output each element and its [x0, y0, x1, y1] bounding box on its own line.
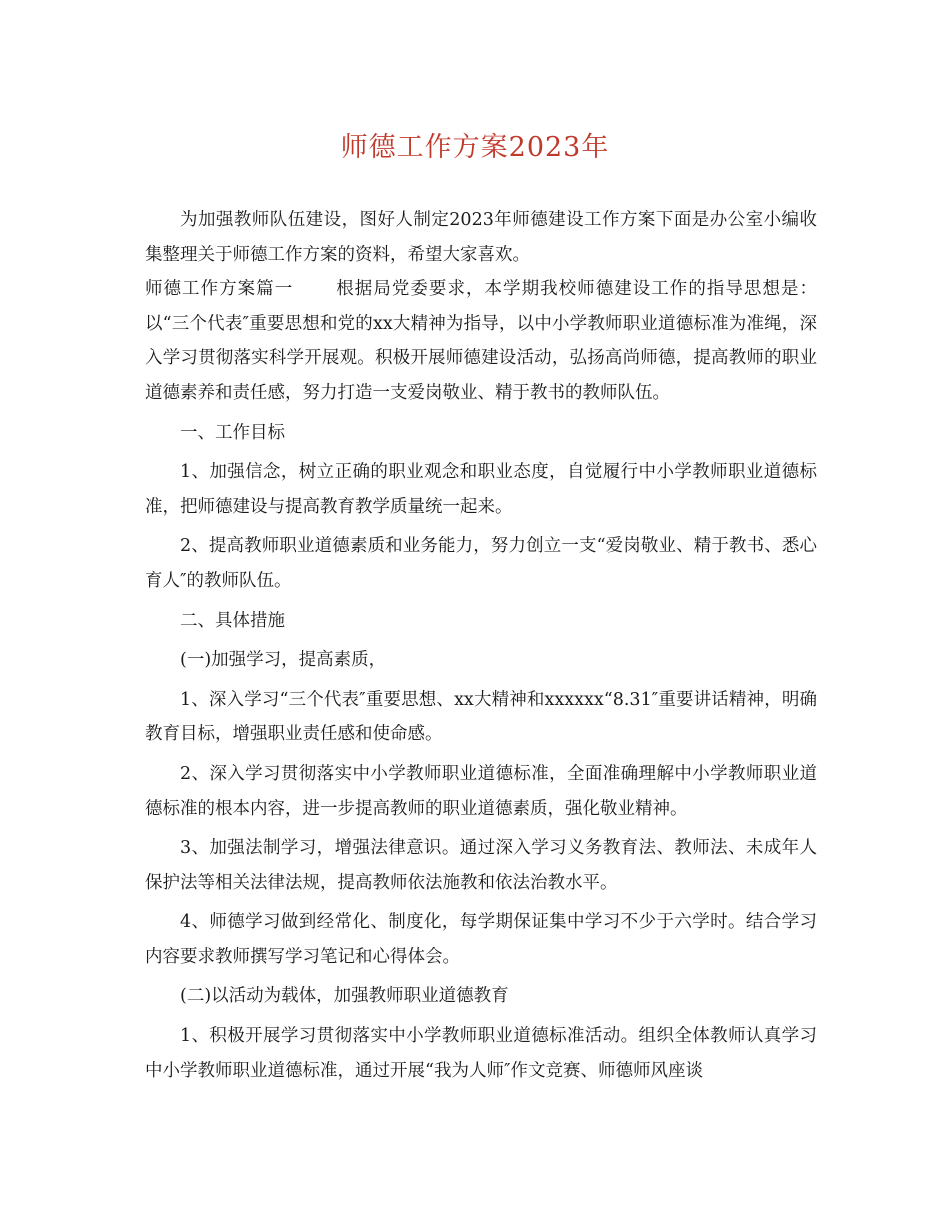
- paragraph-goal-2: 2、提高教师职业道德素质和业务能力，努力创立一支“爱岗敬业、精于教书、悉心育人″的教师队伍。: [145, 536, 817, 591]
- subheading-activities: (二)以活动为载体，加强教师职业道德教育: [180, 986, 509, 1007]
- paragraph-measure-1: 1、深入学习“三个代表″重要思想、xx大精神和xxxxxx“8.31″重要讲话精神，明确教育目标，增强职业责任感和使命感。: [145, 689, 817, 745]
- heading-measures: 二、具体措施: [180, 610, 285, 631]
- section-lead-text: 根据局党委要求，本学期我校师德建设工作的指导思想是：以“三个代表″重要思想和党的xx大精神为指导，以中小学教师职业道德标准为准绳，深入学习贯彻落实科学开展观。积极开展师德建设活动，弘扬高尚师德，提高教师的职业道德素养和责任感，努力打造一支爱岗敬业、精于教书的教师队伍。: [145, 279, 818, 403]
- document-body: [145, 203, 817, 1088]
- paragraph-measure-2: 2、深入学习贯彻落实中小学教师职业道德标准，全面准确理解中小学教师职业道德标准的根本内容，进一步提高教师的职业道德素质，强化敬业精神。: [145, 763, 817, 819]
- section-label: 师德工作方案篇一: [145, 279, 294, 300]
- paragraph-measure-4: 4、师德学习做到经常化、制度化，每学期保证集中学习不少于六学时。结合学习内容要求教师撰写学习笔记和心得体会。: [145, 912, 817, 967]
- document-title: 师德工作方案2023年: [340, 132, 610, 163]
- paragraph-section-lead: [145, 272, 817, 410]
- paragraph-activity-1: 1、积极开展学习贯彻落实中小学教师职业道德标准活动。组织全体教师认真学习中小学教师职业道德标准，通过开展“我为人师″作文竞赛、师德师风座谈: [145, 1026, 817, 1081]
- heading-goals: 一、工作目标: [180, 422, 285, 443]
- paragraph-measure-3: 3、加强法制学习，增强法律意识。通过深入学习义务教育法、教师法、未成年人保护法等相关法律法规，提高教师依法施教和依法治教水平。: [145, 838, 817, 893]
- paragraph-intro: 为加强教师队伍建设，图好人制定2023年师德建设工作方案下面是办公室小编收集整理关于师德工作方案的资料，希望大家喜欢。: [145, 210, 817, 265]
- paragraph-goal-1: 1、加强信念，树立正确的职业观念和职业态度，自觉履行中小学教师职业道德标准，把师德建设与提高教育教学质量统一起来。: [145, 462, 817, 517]
- subheading-study: (一)加强学习，提高素质，: [180, 650, 387, 671]
